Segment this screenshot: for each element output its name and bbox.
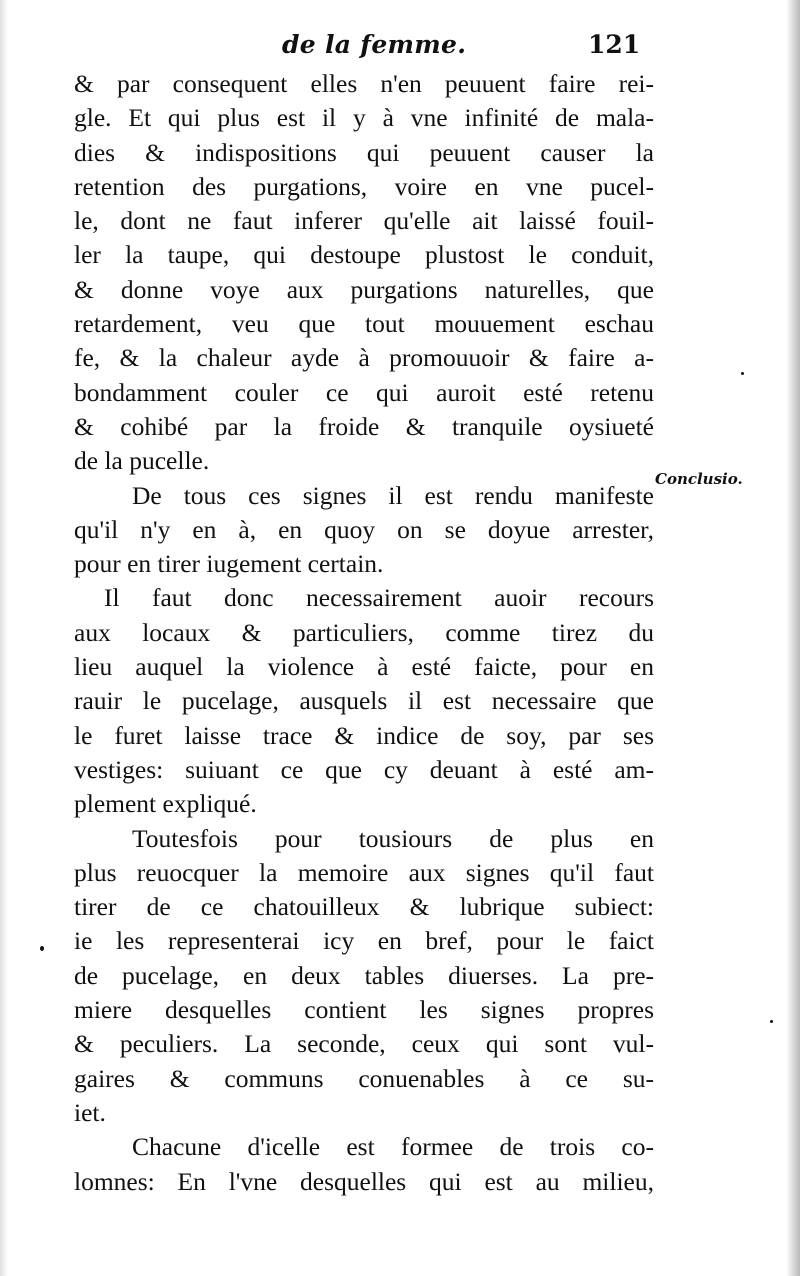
text-line: de pucelage, en deux tables diuerses. La pre- bbox=[74, 960, 654, 990]
page-number: 121 bbox=[588, 30, 641, 59]
text-line: miere desquelles contient les signes propres bbox=[74, 995, 654, 1025]
text-line: ie les representerai icy en bref, pour le faict bbox=[74, 926, 654, 956]
ink-speck bbox=[741, 372, 744, 375]
text-line: lomnes: En l'vne desquelles qui est au milieu, bbox=[74, 1166, 654, 1196]
text-line: bondamment couler ce qui auroit esté retenu bbox=[74, 377, 654, 407]
text-line: lieu auquel la violence à esté faicte, pour en bbox=[74, 652, 654, 682]
text-line: Il faut donc necessairement auoir recours bbox=[104, 583, 654, 613]
page-right-edge-shadow bbox=[786, 0, 800, 1276]
ink-speck bbox=[40, 946, 44, 951]
text-line: le, dont ne faut inferer qu'elle ait laissé fouil- bbox=[74, 206, 654, 236]
text-line: ler la taupe, qui destoupe plustost le conduit, bbox=[74, 240, 654, 270]
body-text bbox=[74, 67, 654, 1199]
text-line: qu'il n'y en à, en quoy on se doyue arrester, bbox=[74, 514, 654, 544]
text-line: gaires & communs conuenables à ce su- bbox=[74, 1063, 654, 1093]
running-head: de la femme. bbox=[282, 30, 467, 59]
text-line: Chacune d'icelle est formee de trois co- bbox=[132, 1132, 654, 1162]
text-line: gle. Et qui plus est il y à vne infinité de mala- bbox=[74, 103, 654, 133]
text-line: & cohibé par la froide & tranquile oysiueté bbox=[74, 411, 654, 441]
text-line: Toutesfois pour tousiours de plus en bbox=[132, 823, 654, 853]
text-line: & par consequent elles n'en peuuent faire rei- bbox=[74, 69, 654, 98]
text-line: plement expliqué. bbox=[74, 789, 257, 819]
text-line: fe, & la chaleur ayde à promouuoir & faire a- bbox=[74, 343, 654, 373]
text-line: de la pucelle. bbox=[74, 446, 210, 476]
text-line: De tous ces signes il est rendu manifeste bbox=[132, 480, 654, 510]
text-line: & donne voye aux purgations naturelles, que bbox=[74, 274, 654, 304]
text-line: tirer de ce chatouilleux & lubrique subiect: bbox=[74, 892, 654, 922]
text-line: rauir le pucelage, ausquels il est necessaire que bbox=[74, 686, 654, 716]
page-left-edge-shadow bbox=[0, 0, 8, 1276]
text-line: le furet laisse trace & indice de soy, par ses bbox=[74, 720, 654, 750]
margin-note: Conclusio. bbox=[655, 470, 743, 488]
text-line: aux locaux & particuliers, comme tirez du bbox=[74, 617, 654, 647]
text-line: vestiges: suiuant ce que cy deuant à esté am- bbox=[74, 754, 654, 784]
text-line: plus reuocquer la memoire aux signes qu'il faut bbox=[74, 857, 654, 887]
ink-speck bbox=[770, 1020, 773, 1023]
text-line: pour en tirer iugement certain. bbox=[74, 549, 384, 579]
text-line: & peculiers. La seconde, ceux qui sont vul- bbox=[74, 1029, 654, 1059]
text-line: retention des purgations, voire en vne pucel- bbox=[74, 171, 654, 201]
text-line: iet. bbox=[74, 1097, 106, 1127]
text-line: dies & indispositions qui peuuent causer la bbox=[74, 137, 654, 167]
text-line: retardement, veu que tout mouuement eschau bbox=[74, 309, 654, 339]
